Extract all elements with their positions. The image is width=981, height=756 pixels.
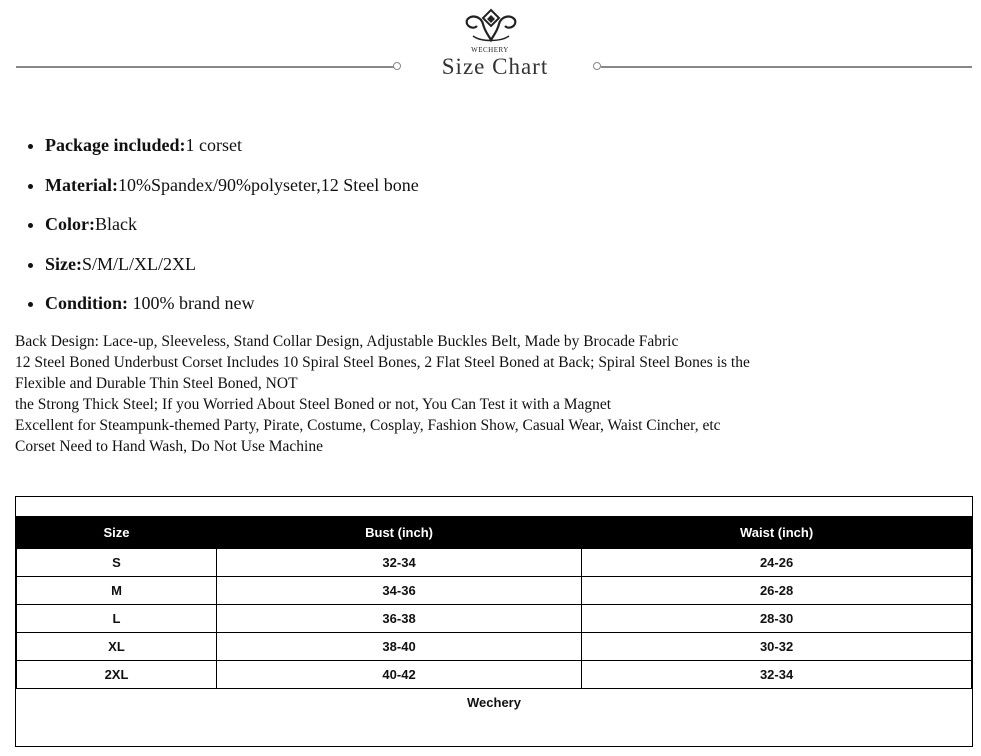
logo-brand-text: WECHERY xyxy=(471,46,509,54)
cell-waist: 28-30 xyxy=(582,605,972,633)
description-line: the Strong Thick Steel; If you Worried About Steel Boned or not, You Can Test it with a Magnet xyxy=(15,396,612,413)
table-row xyxy=(17,549,972,577)
table-row xyxy=(17,605,972,633)
cell-bust: 38-40 xyxy=(216,633,581,661)
table-row xyxy=(17,661,972,689)
cell-bust: 32-34 xyxy=(216,549,581,577)
spec-color: • Color:Black xyxy=(45,207,419,247)
cell-size: XL xyxy=(17,633,217,661)
table-footer-brand: Wechery xyxy=(467,695,521,710)
spec-condition: • Condition: 100% brand new xyxy=(45,286,419,326)
size-table xyxy=(16,516,972,689)
table-row xyxy=(17,577,972,605)
cell-size: 2XL xyxy=(17,661,217,689)
cell-size: S xyxy=(17,549,217,577)
cell-waist: 32-34 xyxy=(582,661,972,689)
cell-bust: 36-38 xyxy=(216,605,581,633)
product-description xyxy=(15,331,865,457)
cell-size: L xyxy=(17,605,217,633)
page-title: Size Chart xyxy=(441,54,549,79)
cell-waist: 26-28 xyxy=(582,577,972,605)
spec-size: • Size:S/M/L/XL/2XL xyxy=(45,247,419,287)
cell-waist: 30-32 xyxy=(582,633,972,661)
header-rule-left xyxy=(16,66,394,68)
cell-bust: 40-42 xyxy=(216,661,581,689)
cell-waist: 24-26 xyxy=(582,549,972,577)
header-rule-right xyxy=(601,66,972,68)
header-bust: Bust (inch) xyxy=(216,517,581,549)
spec-package: • Package included:1 corset xyxy=(45,128,419,168)
size-table-container xyxy=(15,496,973,747)
description-line: Flexible and Durable Thin Steel Boned, NOT xyxy=(15,375,298,392)
header-ring-left xyxy=(393,62,401,70)
header-size: Size xyxy=(17,517,217,549)
cell-bust: 34-36 xyxy=(216,577,581,605)
table-row xyxy=(17,633,972,661)
table-header-row xyxy=(17,517,972,549)
cell-size: M xyxy=(17,577,217,605)
product-spec-list xyxy=(0,128,419,326)
description-line: Corset Need to Hand Wash, Do Not Use Machine xyxy=(15,438,323,455)
description-line: Excellent for Steampunk-themed Party, Pirate, Costume, Cosplay, Fashion Show, Casual Wear, Waist Cincher, etc xyxy=(15,417,721,434)
description-line: 12 Steel Boned Underbust Corset Includes 10 Spiral Steel Bones, 2 Flat Steel Boned at Back; Spiral Steel Bones is the xyxy=(15,354,750,371)
spec-material: • Material:10%Spandex/90%polyseter,12 Steel bone xyxy=(45,168,419,208)
size-chart-header xyxy=(0,0,981,90)
header-ring-right xyxy=(593,62,601,70)
header-waist: Waist (inch) xyxy=(582,517,972,549)
description-line: Back Design: Lace-up, Sleeveless, Stand Collar Design, Adjustable Buckles Belt, Made by Brocade Fabric xyxy=(15,333,679,350)
